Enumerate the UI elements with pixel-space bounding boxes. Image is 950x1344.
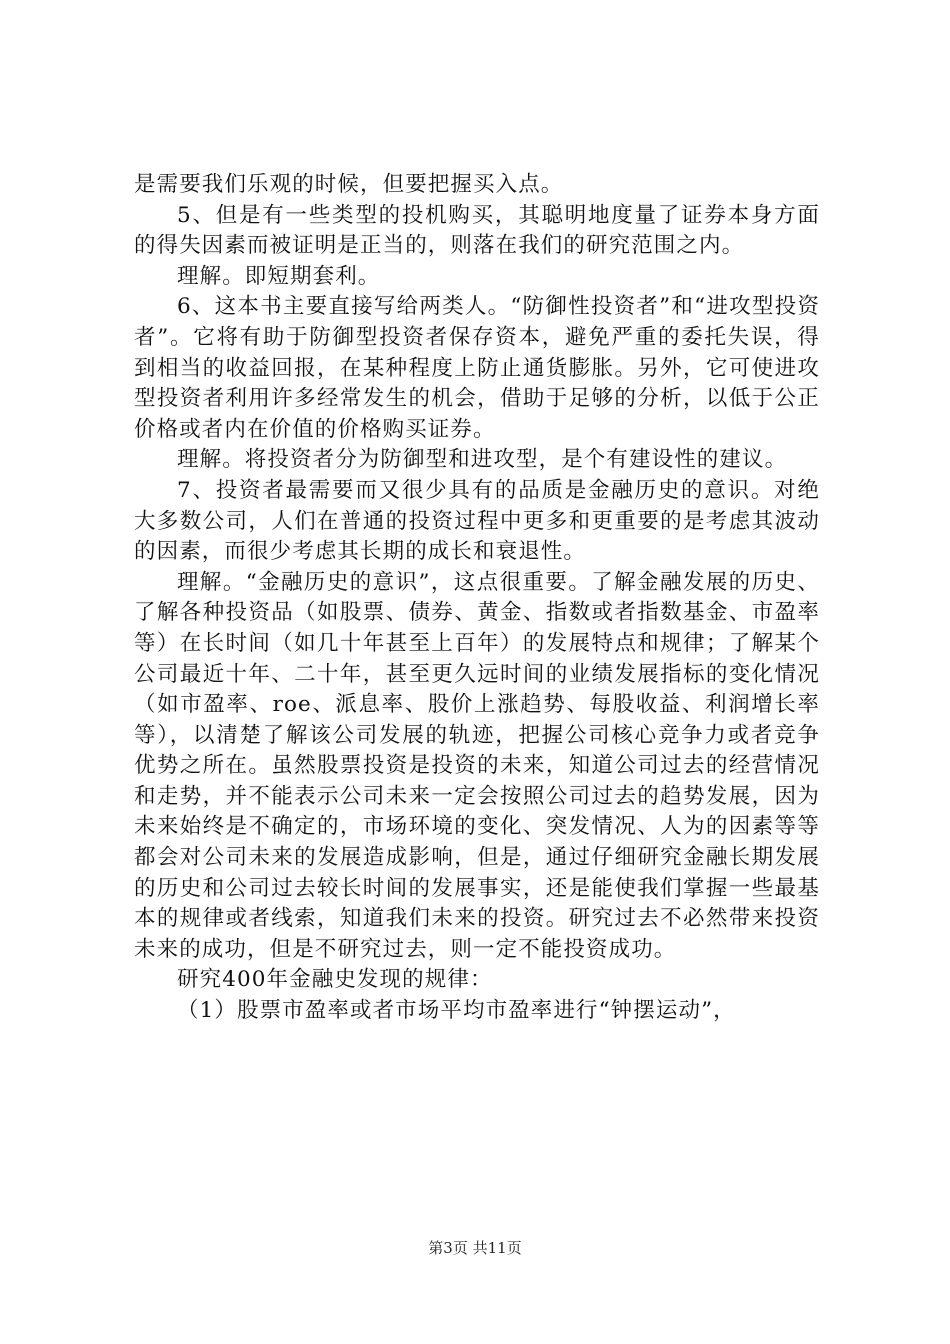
paragraph-2: 5、但是有一些类型的投机购买，其聪明地度量了证券本身方面的得失因素而被证明是正当的，则落在我们的研究范围之内。 <box>134 202 820 259</box>
paragraph-1: 是需要我们乐观的时候，但要把握买入点。 <box>134 172 564 197</box>
paragraph-7: 理解。“金融历史的意识”，这点很重要。了解金融发展的历史、了解各种投资品（如股票、债券、黄金、指数或者指数基金、市盈率等）在长时间（如几十年甚至上百年）的发展特点和规律；了解某个公司最近十年、二十年，甚至更久远时间的业绩发展指标的变化情况（如市盈率、roe、派息率、股价上涨趋势、每股收益、利润增长率等），以清楚了解该公司发展的轨迹，把握公司核心竞争力或者竞争优势之所在。虽然股票投资是投资的未来，知道公司过去的经营情况和走势，并不能表示公司未来一定会按照公司过去的趋势发展，因为未来始终是不确定的，市场环境的变化、突发情况、人为的因素等等都会对公司未来的发展造成影响，但是，通过仔细研究金融长期发展的历史和公司过去较长时间的发展事实，还是能使我们掌握一些最基本的规律或者线索，知道我们未来的投资。研究过去不必然带来投资未来的成功，但是不研究过去，则一定不能投资成功。 <box>134 569 820 962</box>
paragraph-3: 理解。即短期套利。 <box>177 263 381 289</box>
paragraph-6: 7、投资者最需要而又很少具有的品质是金融历史的意识。对绝大多数公司，人们在普通的投资过程中更多和更重要的是考虑其波动的因素，而很少考虑其长期的成长和衰退性。 <box>134 477 820 565</box>
paragraph-8: 研究400年金融史发现的规律： <box>177 967 493 993</box>
body-text <box>134 170 820 1027</box>
page-footer: 第3页 共11页 <box>428 1239 522 1257</box>
paragraph-4: 6、这本书主要直接写给两类人。“防御性投资者”和“进攻型投资者”。它将有助于防御型投资者保存资本，避免严重的委托失误，得到相当的收益回报，在某种程度上防止通货膨胀。另外，它可使进攻型投资者利用许多经常发生的机会，借助于足够的分析，以低于公正价格或者内在价值的价格购买证券。 <box>134 294 820 442</box>
paragraph-5: 理解。将投资者分为防御型和进攻型，是个有建设性的建议。 <box>177 447 788 473</box>
paragraph-9: （1）股票市盈率或者市场平均市盈率进行“钟摆运动”， <box>177 998 736 1024</box>
